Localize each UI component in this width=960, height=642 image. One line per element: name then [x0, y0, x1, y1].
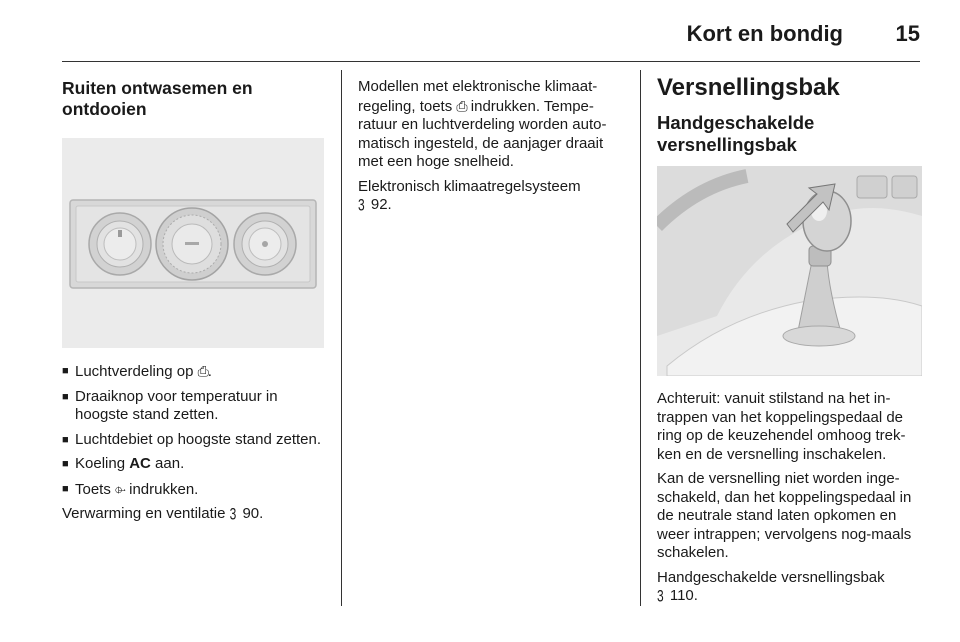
column-gearbox — [657, 74, 922, 612]
defrost-steps-list — [62, 362, 324, 499]
cross-reference-heating[interactable]: Verwarming en ventilatie 3 90. — [62, 505, 324, 524]
defrost-windscreen-icon: ⎙ — [197, 363, 208, 379]
section-heading-defrost: Ruiten ontwasemen en ontdooien — [62, 78, 253, 119]
page-header — [0, 0, 960, 62]
reverse-gear-paragraph: Achteruit: vanuit stilstand na het in-trappen van het koppelingspedaal de ring op de keuzehendel omhoog trek-ken en de versnelling inschakelen. — [657, 390, 906, 463]
page-ref-arrow-icon: 3 — [229, 504, 237, 524]
header-title: Kort en bondig — [686, 21, 843, 46]
climate-paragraph: Modellen met elektronische klimaat-regeling, toets ⎙ indrukken. Tempe-ratuur en luchtverdeling worden auto-matisch ingesteld, de aanjager draait met een hoge snelheid. — [358, 78, 607, 170]
column-defrost — [62, 78, 324, 530]
gear-engage-paragraph: Kan de versnelling niet worden inge-schakeld, dan het koppelingspedaal in de neutrale stand laten opkomen en weer intrappen; vervolgens nog-maals schakelen. — [657, 470, 912, 561]
column-divider — [640, 70, 641, 606]
climate-panel-drawing — [62, 138, 324, 348]
list-item: ■ Luchtverdeling op ⎙. — [62, 363, 212, 380]
list-item: ■ Koeling AC aan. — [62, 455, 185, 472]
page-ref-arrow-icon: 3 — [657, 586, 664, 606]
cross-reference-gearbox[interactable]: Handgeschakelde versnellingsbak 3 110. — [657, 569, 922, 606]
gear-lever-illustration — [657, 166, 922, 376]
section-heading-gearbox: Versnellingsbak — [657, 74, 840, 101]
list-item: ■ Toets ⌱ indrukken. — [62, 480, 199, 498]
air-distribution-knob — [89, 213, 151, 275]
cross-reference-climate[interactable]: Elektronisch klimaatregelsysteem 3 92. — [358, 178, 624, 215]
temperature-knob — [156, 208, 228, 280]
header-rule — [62, 61, 920, 62]
list-item: ■ Draaiknop voor temperatuur in hoogste stand zetten. — [62, 387, 278, 423]
climate-control-illustration — [62, 138, 324, 348]
column-divider — [341, 70, 342, 606]
gear-lever-drawing — [657, 166, 922, 376]
subheading-manual-gearbox: Handgeschakelde versnellingsbak — [657, 112, 815, 155]
page-ref-arrow-icon: 3 — [358, 195, 365, 215]
list-item: ■ Luchtdebiet op hoogste stand zetten. — [62, 430, 322, 448]
page-number: 15 — [895, 21, 920, 46]
defrost-windscreen-icon: ⎙ — [456, 97, 467, 114]
fan-speed-knob — [234, 213, 296, 275]
column-climate — [358, 78, 624, 221]
rear-defrost-icon: ⌱ — [115, 480, 125, 497]
